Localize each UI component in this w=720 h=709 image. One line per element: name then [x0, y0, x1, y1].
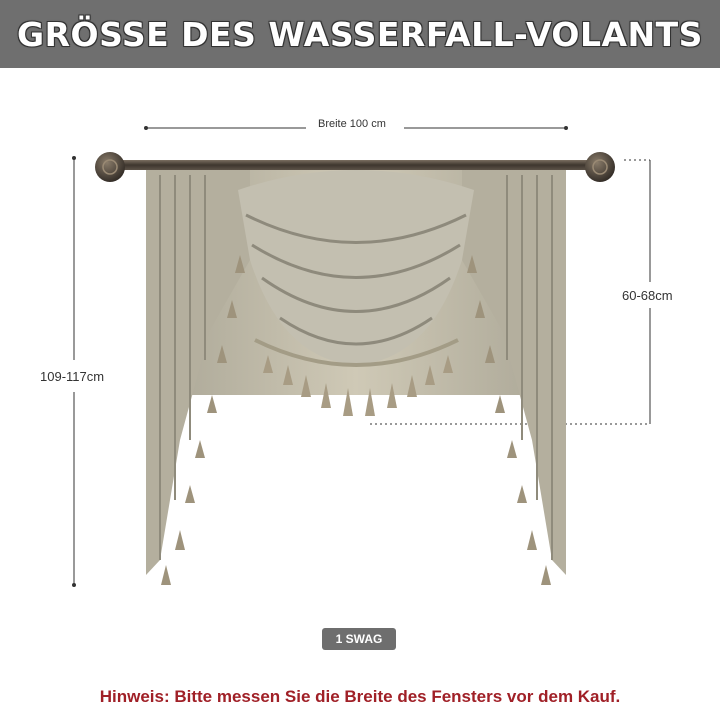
- total-height-label: 109-117cm: [40, 369, 105, 384]
- swag-count-label: 1 SWAG: [335, 632, 383, 646]
- rod-finial-right: [585, 152, 615, 182]
- width-label: Breite 100 cm: [318, 118, 386, 130]
- swag-count-badge: [322, 628, 396, 650]
- page-title: GRÖSSE DES WASSERFALL-VOLANTS: [17, 14, 703, 54]
- swag-height-label: 60-68cm: [622, 288, 673, 303]
- purchase-note: Hinweis: Bitte messen Sie die Breite des Fensters vor dem Kauf.: [99, 687, 621, 706]
- rod-finial-left: [95, 152, 125, 182]
